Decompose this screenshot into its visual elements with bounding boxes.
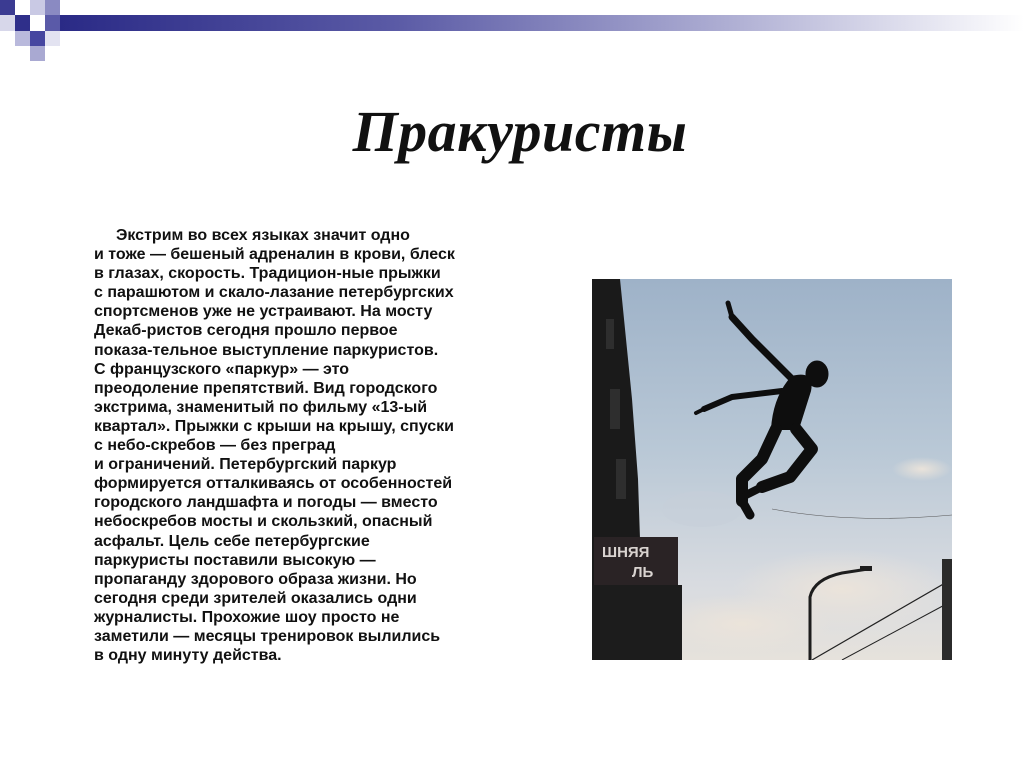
text-line: преодоление препятствий. Вид городского	[94, 379, 438, 397]
text-line: Экстрим во всех языках значит одно	[116, 227, 410, 244]
sign-text: ШНЯЯ	[602, 544, 650, 561]
header-gradient-bar	[60, 15, 1024, 31]
body-text	[94, 226, 554, 665]
deco-square	[45, 31, 60, 46]
deco-square	[15, 31, 30, 46]
deco-square	[15, 15, 30, 31]
slide-title: Пракуристы	[352, 99, 688, 164]
text-line: в глазах, скорость. Традицион-ные прыжки	[94, 265, 441, 283]
text-line: сегодня среди зрителей оказались одни	[94, 589, 417, 607]
sign-text: ЛЬ	[632, 564, 654, 581]
deco-square	[30, 0, 45, 15]
parkour-jump-image	[592, 279, 952, 660]
deco-square	[30, 46, 45, 61]
header-decoration	[0, 0, 1024, 62]
text-line: и тоже — бешеный адреналин в крови, блеск	[94, 246, 455, 264]
deco-square	[0, 15, 15, 31]
deco-square	[45, 15, 60, 31]
deco-square	[0, 31, 15, 46]
deco-square	[0, 0, 15, 15]
text-line: небоскребов мосты и скользкий, опасный	[94, 513, 433, 531]
text-line: и ограничений. Петербургский паркур	[94, 456, 397, 474]
deco-square	[45, 0, 60, 15]
text-line: показа-тельное выступление паркуристов.	[94, 341, 439, 359]
deco-square	[30, 31, 45, 46]
text-line: квартал». Прыжки с крыши на крышу, спуски	[94, 417, 454, 435]
text-line: С французского «паркур» — это	[94, 360, 350, 378]
text-line: пропаганду здорового образа жизни. Но	[94, 570, 417, 588]
deco-square	[15, 0, 30, 15]
text-line: заметили — месяцы тренировок вылились	[94, 627, 441, 645]
text-line: с парашютом и скало-лазание петербургских	[94, 284, 454, 302]
deco-square	[30, 15, 45, 31]
text-line: асфальт. Цель себе петербургские	[94, 532, 370, 550]
text-line: с небо-скребов — без преград	[94, 437, 336, 455]
parkour-photo	[592, 279, 952, 660]
text-line: спортсменов уже не устраивают. На мосту	[94, 303, 433, 321]
text-line: паркуристы поставили высокую —	[94, 551, 376, 569]
text-line: в одну минуту действа.	[94, 647, 282, 665]
text-line: городского ландшафта и погоды — вместо	[94, 494, 438, 512]
text-line: журналисты. Прохожие шоу просто не	[94, 608, 400, 626]
text-line: экстрима, знаменитый по фильму «13-ый	[94, 398, 428, 416]
text-line: Декаб-ристов сегодня прошло первое	[94, 322, 398, 340]
text-line: формируется отталкиваясь от особенностей	[94, 475, 453, 493]
